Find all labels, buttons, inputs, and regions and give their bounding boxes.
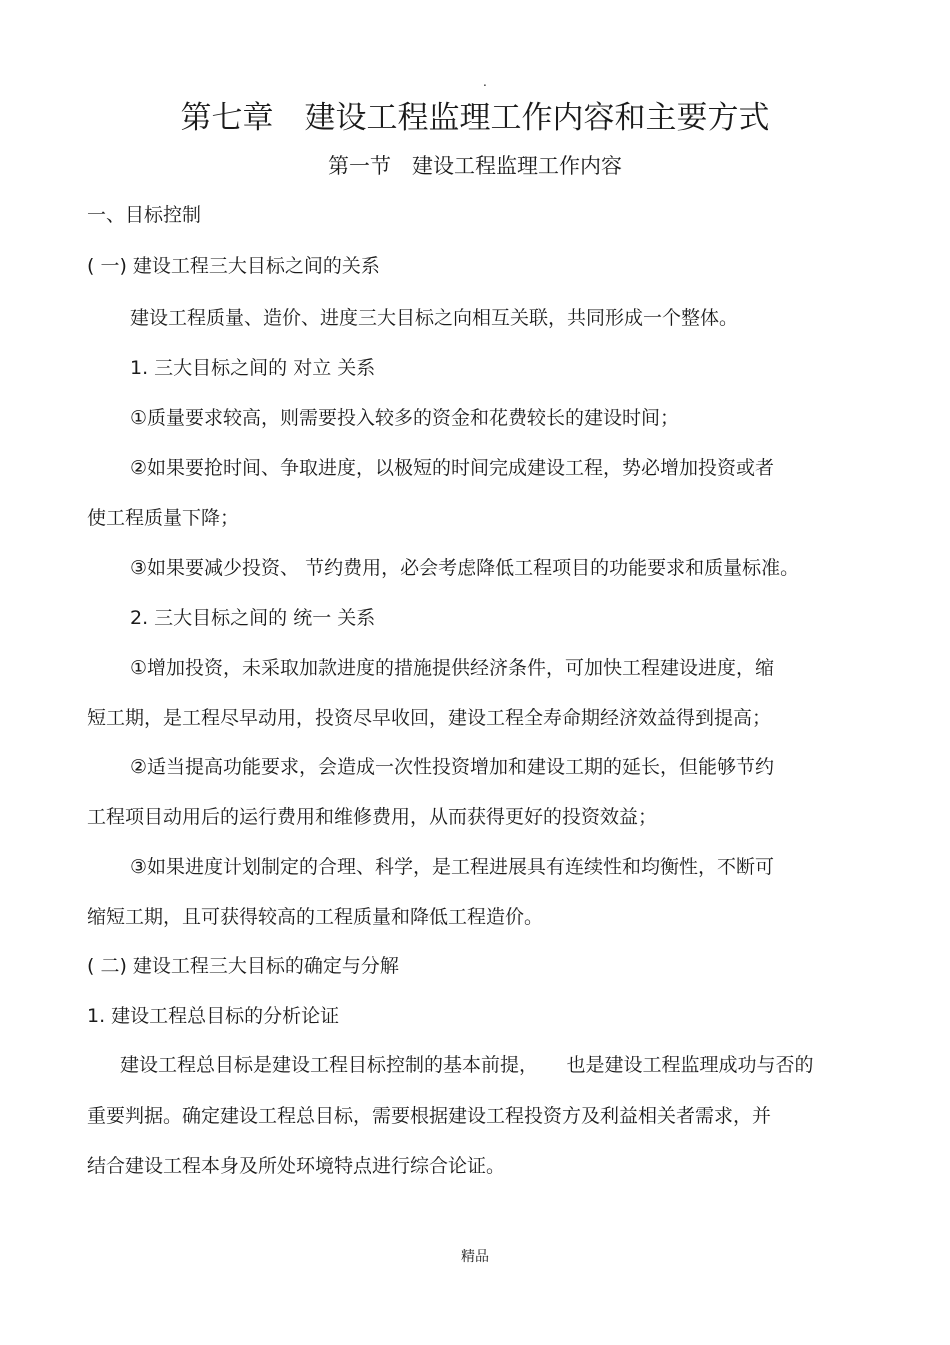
list-item-unity-2-cont: 工程项目动用后的运行费用和维修费用，从而获得更好的投资效益； (87, 806, 658, 828)
subheading-goal-analysis: 1. 建设工程总目标的分析论证 (87, 1005, 340, 1027)
header-dot: . (483, 75, 487, 89)
heading-goal-determination: ( 二) 建设工程三大目标的确定与分解 (87, 955, 399, 977)
list-item-opposition-3: ③如果要减少投资、 节约费用，必会考虑降低工程项目的功能要求和质量标准。 (130, 557, 800, 579)
paragraph-goal-1: 建设工程总目标是建设工程目标控制的基本前提， 也是建设工程监理成功与否的 (120, 1054, 814, 1076)
list-item-unity-1: ①增加投资，未采取加款进度的措施提供经济条件，可加快工程建设进度，缩 (130, 657, 775, 679)
subheading-opposition: 1. 三大目标之间的 对立 关系 (130, 357, 376, 379)
list-item-unity-3: ③如果进度计划制定的合理、科学，是工程进展具有连续性和均衡性，不断可 (130, 856, 775, 878)
paragraph-intro: 建设工程质量、造价、进度三大目标之向相互关联，共同形成一个整体。 (130, 307, 739, 329)
paragraph-goal-2: 重要判据。确定建设工程总目标，需要根据建设工程投资方及利益相关者需求，并 (87, 1105, 772, 1127)
heading-target-control: 一、目标控制 (87, 204, 202, 226)
list-item-opposition-1: ①质量要求较高，则需要投入较多的资金和花费较长的建设时间； (130, 407, 680, 429)
list-item-opposition-2-cont: 使工程质量下降； (87, 507, 240, 529)
heading-three-goals-relation: ( 一) 建设工程三大目标之间的关系 (87, 255, 380, 277)
subheading-unity: 2. 三大目标之间的 统一 关系 (130, 607, 376, 629)
list-item-unity-3-cont: 缩短工期，且可获得较高的工程质量和降低工程造价。 (87, 906, 544, 928)
list-item-unity-1-cont: 短工期，是工程尽早动用，投资尽早收回，建设工程全寿命期经济效益得到提高； (87, 707, 772, 729)
chapter-title: 第七章 建设工程监理工作内容和主要方式 (180, 100, 770, 136)
section-title: 第一节 建设工程监理工作内容 (328, 154, 622, 178)
paragraph-goal-3: 结合建设工程本身及所处环境特点进行综合论证。 (87, 1155, 506, 1177)
list-item-unity-2: ②适当提高功能要求，会造成一次性投资增加和建设工期的延长，但能够节约 (130, 756, 775, 778)
footer-label: 精品 (461, 1249, 489, 1265)
list-item-opposition-2: ②如果要抢时间、争取进度，以极短的时间完成建设工程，势必增加投资或者 (130, 457, 775, 479)
